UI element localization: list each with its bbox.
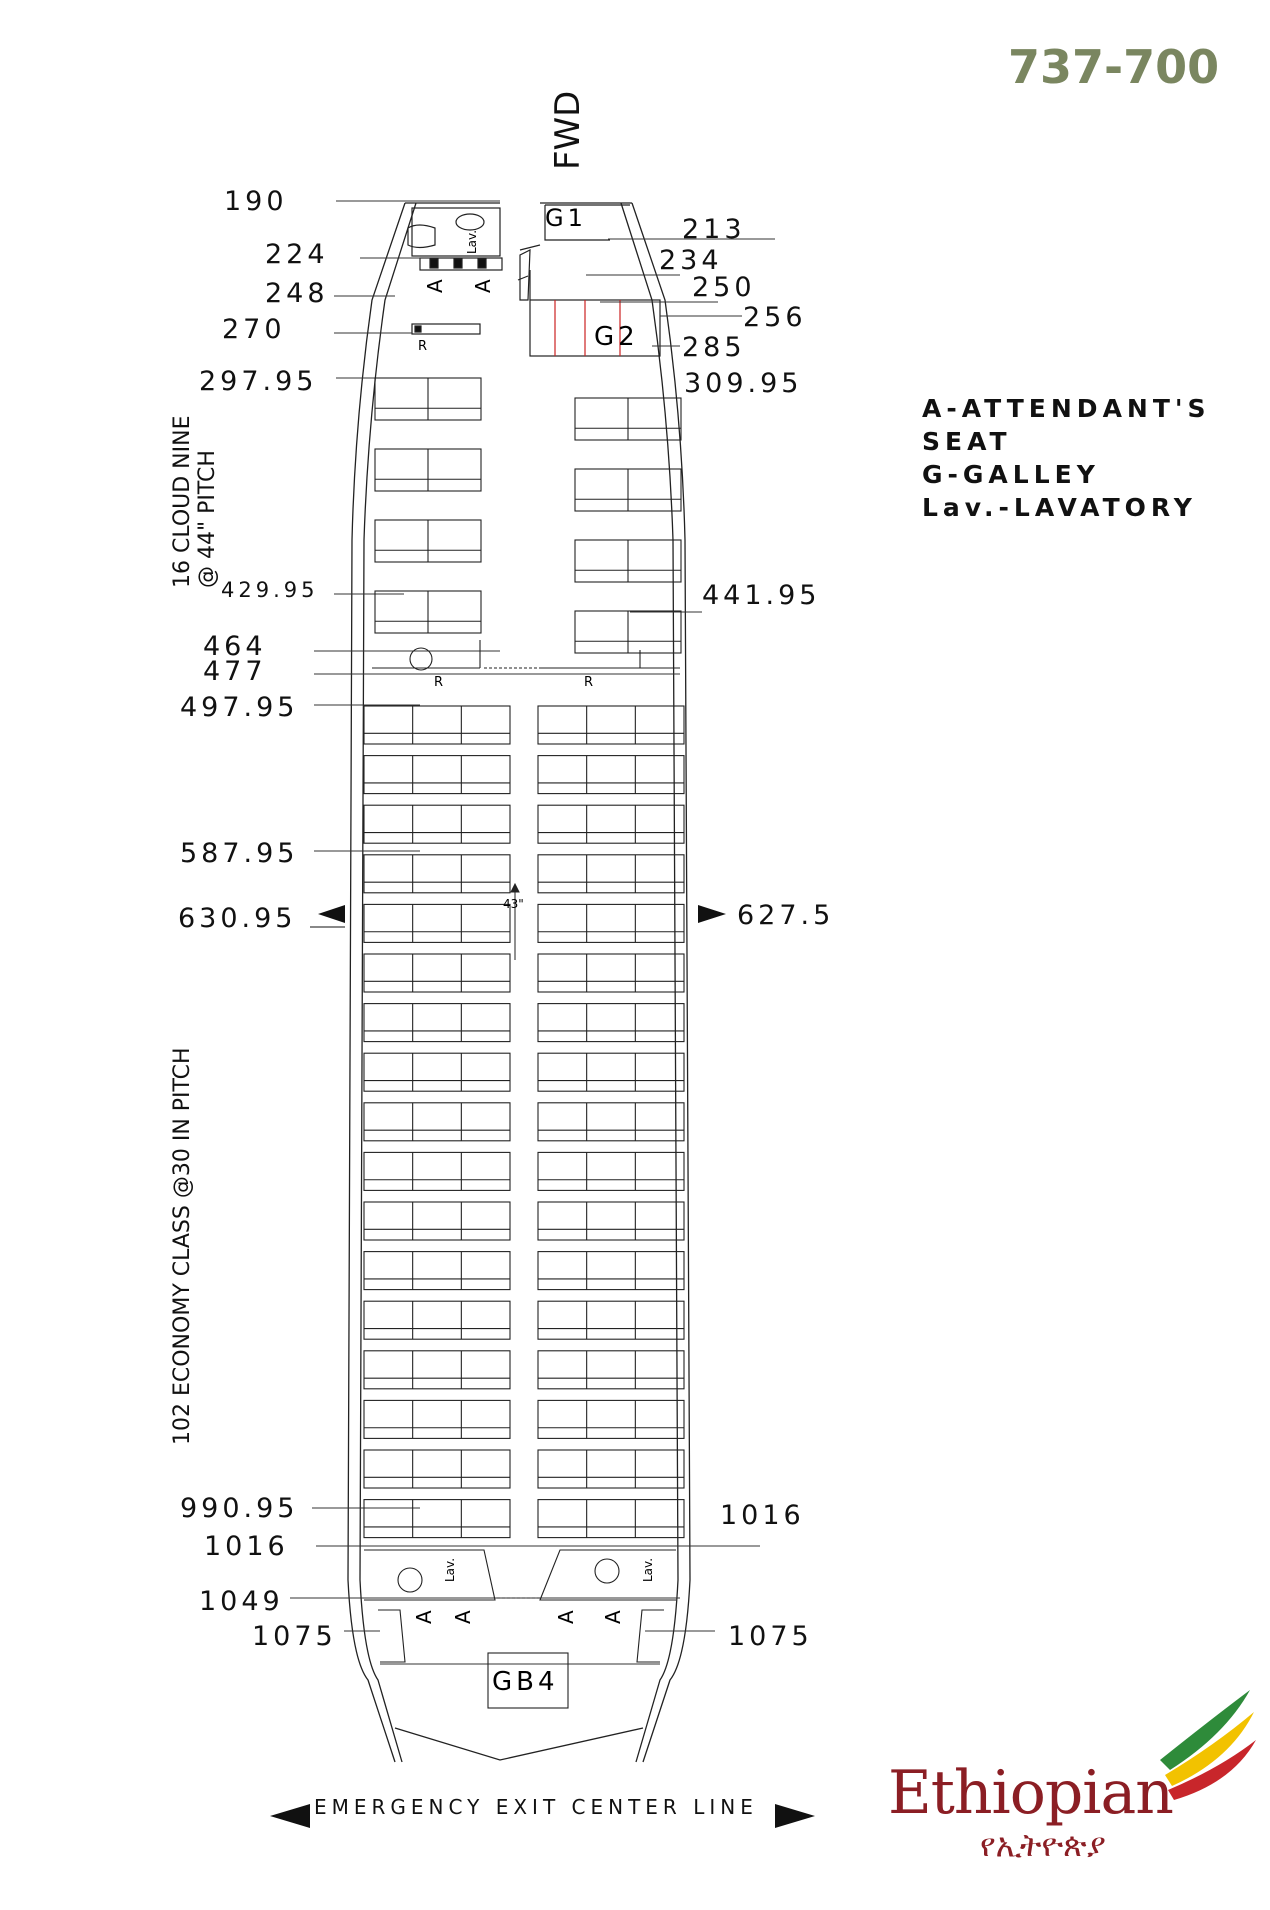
fuselage-right-inner xyxy=(621,203,678,1762)
aft-lav-right xyxy=(540,1550,676,1600)
restraint-label-right: R xyxy=(584,675,594,690)
economy-seat-row-right xyxy=(538,1004,684,1042)
economy-seat-row-right xyxy=(538,1202,684,1240)
seat-block-outline xyxy=(538,756,684,794)
seat-block-outline xyxy=(364,1351,510,1389)
legend-lavatory: Lav.-LAVATORY xyxy=(922,493,1197,522)
gb4-galley-label: GB4 xyxy=(492,1667,559,1697)
station-234: 234 xyxy=(659,245,723,276)
g1-galley-label: G1 xyxy=(545,204,587,232)
station-250: 250 xyxy=(692,272,756,303)
station-248: 248 xyxy=(265,278,329,309)
economy-seat-row-left xyxy=(364,1500,510,1538)
g2-galley-label: G2 xyxy=(594,322,639,352)
fuselage-left-inner xyxy=(360,203,416,1762)
economy-seat-row-right xyxy=(538,1450,684,1488)
business-cabin-label-line2: @ 44" PITCH xyxy=(195,450,221,588)
seat-block-outline xyxy=(364,954,510,992)
aft-left-toilet-icon xyxy=(398,1568,422,1592)
economy-seat-row-left xyxy=(364,756,510,794)
business-seat-pair-right xyxy=(575,611,681,653)
station-1016-left: 1016 xyxy=(204,1531,289,1562)
station-297-95: 297.95 xyxy=(199,366,318,397)
exit-arrow-left-icon xyxy=(318,905,345,923)
seat-block-outline xyxy=(538,1152,684,1190)
economy-seat-row-right xyxy=(538,1351,684,1389)
brand-name: Ethiopian xyxy=(888,1758,1173,1828)
seat-block-outline xyxy=(364,904,510,942)
economy-seat-row-left xyxy=(364,954,510,992)
seat-block-outline xyxy=(538,1500,684,1538)
station-630-95: 630.95 xyxy=(178,903,297,934)
economy-seat-row-left xyxy=(364,1103,510,1141)
emergency-exit-center-line-label: EMERGENCY EXIT CENTER LINE xyxy=(314,1795,758,1819)
fuselage-outline xyxy=(348,203,690,1762)
seat-block-outline xyxy=(364,1500,510,1538)
ethiopian-logo-icon xyxy=(1160,1690,1256,1800)
station-1049: 1049 xyxy=(199,1586,284,1617)
station-587-95: 587.95 xyxy=(180,838,299,869)
seat-block-outline xyxy=(364,1252,510,1290)
lav-toilet-icon xyxy=(456,214,484,230)
aft-right-toilet-icon xyxy=(595,1559,619,1583)
seat-block-outline xyxy=(538,1252,684,1290)
aft-lav-right-label: Lav. xyxy=(641,1557,655,1582)
seat-block-outline xyxy=(364,1301,510,1339)
economy-seat-row-left xyxy=(364,805,510,843)
seat-block-outline xyxy=(538,1004,684,1042)
seat-block-outline xyxy=(538,1053,684,1091)
forward-lavatory xyxy=(412,208,500,256)
station-464: 464 xyxy=(203,631,267,662)
economy-seat-row-left xyxy=(364,1400,510,1438)
seat-block-outline xyxy=(364,1202,510,1240)
business-seat-pair-left xyxy=(375,520,481,562)
business-seat-pair-right xyxy=(575,469,681,511)
economy-seat-row-left xyxy=(364,1152,510,1190)
jumpseat-block-1 xyxy=(430,259,438,268)
station-627-5: 627.5 xyxy=(737,900,835,931)
forward-restraint-label: R xyxy=(418,339,428,354)
economy-seat-row-right xyxy=(538,756,684,794)
fuselage-left-outer xyxy=(348,203,405,1762)
seat-block-outline xyxy=(364,1400,510,1438)
economy-seat-row-right xyxy=(538,706,684,744)
station-270: 270 xyxy=(222,314,286,345)
seat-block-outline xyxy=(538,855,684,893)
seat-block-outline xyxy=(364,1004,510,1042)
economy-seat-row-right xyxy=(538,904,684,942)
forward-attendant-seat-a2: A xyxy=(471,279,495,293)
station-1075-left: 1075 xyxy=(252,1621,337,1652)
station-285: 285 xyxy=(682,332,746,363)
economy-seat-row-left xyxy=(364,1351,510,1389)
seat-block-outline xyxy=(538,1103,684,1141)
economy-seat-row-right xyxy=(538,1301,684,1339)
economy-seat-row-right xyxy=(538,1152,684,1190)
seat-block-outline xyxy=(364,1450,510,1488)
tail-bottom xyxy=(395,1728,643,1760)
economy-seat-row-left xyxy=(364,706,510,744)
seat-block-outline xyxy=(538,1301,684,1339)
station-1016-right: 1016 xyxy=(720,1500,805,1531)
jumpseat-block-3 xyxy=(478,259,486,268)
seat-block-outline xyxy=(364,1053,510,1091)
station-441-95: 441.95 xyxy=(702,580,821,611)
seat-block-outline xyxy=(364,706,510,744)
emergency-exit-arrow-right-icon xyxy=(775,1804,815,1828)
economy-seat-row-left xyxy=(364,1202,510,1240)
economy-seat-row-right xyxy=(538,1103,684,1141)
aft-lav-left-label: Lav. xyxy=(443,1557,457,1582)
station-1075-right: 1075 xyxy=(728,1621,813,1652)
economy-seat-row-right xyxy=(538,1053,684,1091)
economy-seat-row-right xyxy=(538,1400,684,1438)
forward-attendant-seat-a1: A xyxy=(423,279,447,293)
station-224: 224 xyxy=(265,239,329,270)
business-cabin-label-line1: 16 CLOUD NINE xyxy=(170,415,195,588)
economy-seat-row-left xyxy=(364,1301,510,1339)
restraint-label-left: R xyxy=(434,675,444,690)
seat-block-outline xyxy=(538,1202,684,1240)
business-seat-pair-left xyxy=(375,591,481,633)
emergency-exit-arrow-left-icon xyxy=(270,1804,310,1828)
business-seat-pair-right xyxy=(575,540,681,582)
station-190: 190 xyxy=(224,186,288,217)
seat-block-outline xyxy=(364,756,510,794)
seat-block-outline xyxy=(538,706,684,744)
station-497-95: 497.95 xyxy=(180,692,299,723)
seat-block-outline xyxy=(538,954,684,992)
economy-seat-row-left xyxy=(364,1450,510,1488)
station-309-95: 309.95 xyxy=(684,368,803,399)
legend-galley: G-GALLEY xyxy=(922,460,1100,489)
economy-seat-row-right xyxy=(538,1252,684,1290)
station-990-95: 990.95 xyxy=(180,1493,299,1524)
brand-amharic-name: የኢትዮጵያ xyxy=(980,1826,1106,1864)
aisle-width-marker xyxy=(511,884,519,960)
economy-seat-row-left xyxy=(364,855,510,893)
aft-lav-left xyxy=(364,1550,495,1600)
economy-class-seats xyxy=(364,706,684,1538)
seat-block-outline xyxy=(538,1351,684,1389)
station-429-95: 429.95 xyxy=(221,578,319,602)
aisle-width-label: 43" xyxy=(503,897,524,911)
business-seat-pair-left xyxy=(375,449,481,491)
business-seat-pair-left xyxy=(375,378,481,420)
legend-seat: SEAT xyxy=(922,427,1012,456)
seat-block-outline xyxy=(364,805,510,843)
aft-attendant-seat-a1: A xyxy=(412,1610,436,1624)
station-477: 477 xyxy=(203,656,267,687)
station-256: 256 xyxy=(743,302,807,333)
seat-block-outline xyxy=(538,805,684,843)
seat-block-outline xyxy=(538,1400,684,1438)
economy-seat-row-left xyxy=(364,1252,510,1290)
legend-attendant: A-ATTENDANT'S xyxy=(922,394,1211,423)
cabin-bulkhead xyxy=(372,640,680,670)
economy-seat-row-left xyxy=(364,1053,510,1091)
aft-attendant-seat-a2: A xyxy=(451,1610,475,1624)
economy-seat-row-right xyxy=(538,954,684,992)
seat-block-outline xyxy=(364,1152,510,1190)
seat-block-outline xyxy=(364,1103,510,1141)
economy-seat-row-left xyxy=(364,1004,510,1042)
forward-attendant-seat-r xyxy=(412,324,480,334)
economy-seat-row-right xyxy=(538,805,684,843)
aft-attendant-seat-a3: A xyxy=(554,1610,578,1624)
forward-direction-label: FWD xyxy=(548,90,588,170)
economy-seat-row-left xyxy=(364,904,510,942)
station-213: 213 xyxy=(682,214,746,245)
economy-seat-row-right xyxy=(538,1500,684,1538)
seat-block-outline xyxy=(364,855,510,893)
aircraft-model-title: 737-700 xyxy=(1008,40,1220,94)
forward-lav-label: Lav. xyxy=(465,229,479,254)
exit-arrow-right-icon xyxy=(698,905,726,923)
seat-block-outline xyxy=(538,904,684,942)
economy-cabin-label-text: 102 ECONOMY CLASS @30 IN PITCH xyxy=(170,1047,195,1445)
jumpseat-block-2 xyxy=(454,259,462,268)
economy-seat-row-right xyxy=(538,855,684,893)
aft-attendant-seat-a4: A xyxy=(601,1610,625,1624)
seat-block-outline xyxy=(538,1450,684,1488)
